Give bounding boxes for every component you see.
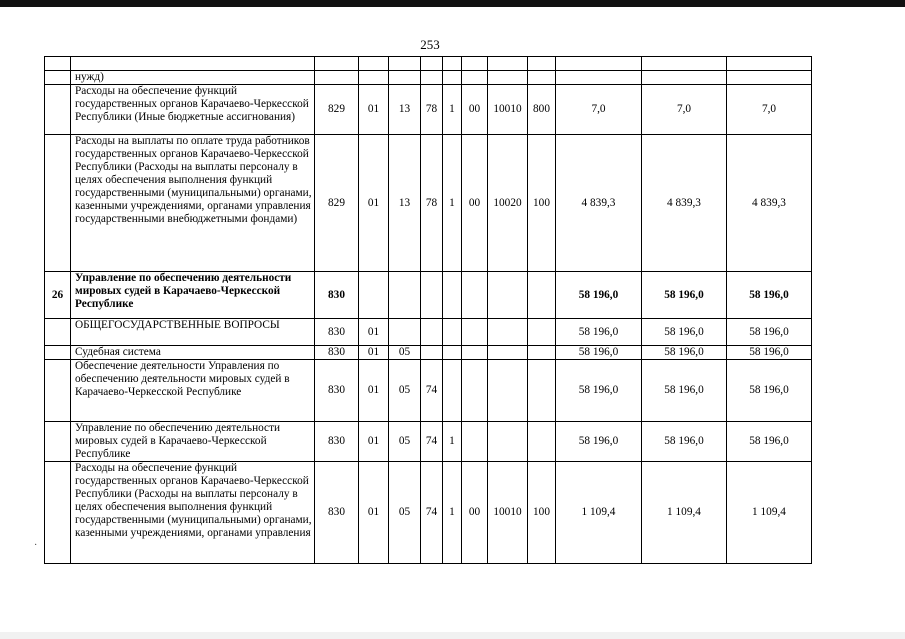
row-number-cell: 26 — [45, 272, 71, 319]
section-cell: 01 — [359, 360, 389, 422]
expense-code-cell — [488, 319, 528, 346]
expense-type-cell: 100 — [528, 135, 556, 272]
subsection-cell: 05 — [389, 346, 421, 360]
amount-year3-cell: 7,0 — [727, 85, 812, 135]
scan-top-edge — [0, 0, 905, 7]
expense-type-cell: 800 — [528, 85, 556, 135]
table-row — [45, 319, 812, 346]
amount-year3-cell: 58 196,0 — [727, 422, 812, 462]
program-cell — [421, 57, 443, 71]
expense-type-cell — [528, 360, 556, 422]
description-cell: ОБЩЕГОСУДАРСТВЕННЫЕ ВОПРОСЫ — [71, 319, 315, 346]
subprogram-cell — [443, 319, 462, 346]
grbs-cell: 830 — [315, 346, 359, 360]
amount-year1-cell — [556, 71, 642, 85]
row-number-cell — [45, 422, 71, 462]
expense-type-cell — [528, 319, 556, 346]
description-cell: нужд) — [71, 71, 315, 85]
scan-bottom-edge — [0, 632, 905, 639]
subsection-cell: 05 — [389, 360, 421, 422]
description-cell: Расходы на обеспечение функций государственных органов Карачаево-Черкесской Республики (Иные бюджетные ассигнования) — [71, 85, 315, 135]
amount-year2-cell: 58 196,0 — [642, 346, 727, 360]
table-row — [45, 71, 812, 85]
grbs-cell: 830 — [315, 422, 359, 462]
program-cell: 74 — [421, 360, 443, 422]
amount-year2-cell — [642, 57, 727, 71]
amount-year2-cell: 7,0 — [642, 85, 727, 135]
amount-year3-cell: 58 196,0 — [727, 272, 812, 319]
amount-year3-cell: 1 109,4 — [727, 462, 812, 564]
amount-year3-cell — [727, 71, 812, 85]
table-row — [45, 360, 812, 422]
direction-cell: 00 — [462, 462, 488, 564]
direction-cell — [462, 360, 488, 422]
subprogram-cell — [443, 57, 462, 71]
program-cell: 78 — [421, 85, 443, 135]
subprogram-cell — [443, 360, 462, 422]
direction-cell — [462, 272, 488, 319]
program-cell — [421, 71, 443, 85]
subsection-cell — [389, 272, 421, 319]
grbs-cell: 830 — [315, 319, 359, 346]
table-row — [45, 462, 812, 564]
subsection-cell — [389, 57, 421, 71]
program-cell: 78 — [421, 135, 443, 272]
subsection-cell: 13 — [389, 85, 421, 135]
description-cell — [71, 57, 315, 71]
section-cell: 01 — [359, 319, 389, 346]
page-number: 253 — [420, 37, 440, 52]
section-cell: 01 — [359, 85, 389, 135]
section-cell — [359, 57, 389, 71]
row-number-cell — [45, 57, 71, 71]
subprogram-cell: 1 — [443, 135, 462, 272]
row-number-cell — [45, 346, 71, 360]
grbs-cell — [315, 71, 359, 85]
amount-year2-cell: 58 196,0 — [642, 422, 727, 462]
amount-year1-cell: 58 196,0 — [556, 422, 642, 462]
subsection-cell — [389, 71, 421, 85]
table-row — [45, 422, 812, 462]
grbs-cell — [315, 57, 359, 71]
description-cell: Расходы на выплаты по оплате труда работников государственных органов Карачаево-Черкесской Республики (Расходы на выплаты персоналу в целях обеспечения выполнения функций государственными (муниципальными) органами, казенными учреждениями, органами управления государственными внебюджетными фондами) — [71, 135, 315, 272]
budget-table — [44, 56, 812, 564]
subprogram-cell: 1 — [443, 462, 462, 564]
amount-year1-cell: 58 196,0 — [556, 360, 642, 422]
direction-cell — [462, 319, 488, 346]
amount-year3-cell: 58 196,0 — [727, 346, 812, 360]
program-cell — [421, 272, 443, 319]
amount-year1-cell: 58 196,0 — [556, 272, 642, 319]
grbs-cell: 829 — [315, 85, 359, 135]
scan-mark: · — [34, 540, 38, 551]
table-row — [45, 346, 812, 360]
table-row — [45, 85, 812, 135]
subprogram-cell: 1 — [443, 85, 462, 135]
section-cell: 01 — [359, 462, 389, 564]
expense-code-cell — [488, 71, 528, 85]
grbs-cell: 830 — [315, 360, 359, 422]
direction-cell: 00 — [462, 85, 488, 135]
description-cell: Управление по обеспечению деятельности мировых судей в Карачаево-Черкесской Республике — [71, 272, 315, 319]
amount-year3-cell: 58 196,0 — [727, 319, 812, 346]
subsection-cell: 13 — [389, 135, 421, 272]
section-cell: 01 — [359, 422, 389, 462]
row-number-cell — [45, 135, 71, 272]
program-cell: 74 — [421, 422, 443, 462]
description-cell: Расходы на обеспечение функций государственных органов Карачаево-Черкесской Республики (Расходы на выплаты персоналу в целях обеспечения выполнения функций государственными (муниципальными) органами, казенными учреждениями, органами управления — [71, 462, 315, 564]
direction-cell — [462, 57, 488, 71]
program-cell: 74 — [421, 462, 443, 564]
table-row — [45, 57, 812, 71]
subprogram-cell — [443, 71, 462, 85]
row-number-cell — [45, 71, 71, 85]
expense-code-cell — [488, 422, 528, 462]
row-number-cell — [45, 319, 71, 346]
table-body — [45, 57, 812, 564]
description-cell: Управление по обеспечению деятельности мировых судей в Карачаево-Черкесской Республике — [71, 422, 315, 462]
amount-year1-cell — [556, 57, 642, 71]
section-cell: 01 — [359, 346, 389, 360]
expense-code-cell: 10020 — [488, 135, 528, 272]
expense-code-cell — [488, 272, 528, 319]
description-cell: Судебная система — [71, 346, 315, 360]
expense-code-cell — [488, 346, 528, 360]
grbs-cell: 829 — [315, 135, 359, 272]
amount-year1-cell: 58 196,0 — [556, 346, 642, 360]
grbs-cell: 830 — [315, 462, 359, 564]
expense-code-cell — [488, 57, 528, 71]
section-cell: 01 — [359, 135, 389, 272]
amount-year3-cell: 58 196,0 — [727, 360, 812, 422]
subprogram-cell: 1 — [443, 422, 462, 462]
amount-year3-cell: 4 839,3 — [727, 135, 812, 272]
amount-year2-cell: 58 196,0 — [642, 319, 727, 346]
amount-year1-cell: 1 109,4 — [556, 462, 642, 564]
table-row — [45, 135, 812, 272]
table-row — [45, 272, 812, 319]
expense-type-cell — [528, 272, 556, 319]
direction-cell: 00 — [462, 135, 488, 272]
amount-year1-cell: 58 196,0 — [556, 319, 642, 346]
description-cell: Обеспечение деятельности Управления по обеспечению деятельности мировых судей в Карачаево-Черкесской Республике — [71, 360, 315, 422]
section-cell — [359, 272, 389, 319]
expense-type-cell — [528, 71, 556, 85]
amount-year2-cell: 58 196,0 — [642, 360, 727, 422]
expense-type-cell — [528, 346, 556, 360]
section-cell — [359, 71, 389, 85]
direction-cell — [462, 71, 488, 85]
subprogram-cell — [443, 272, 462, 319]
expense-type-cell — [528, 422, 556, 462]
row-number-cell — [45, 462, 71, 564]
direction-cell — [462, 422, 488, 462]
amount-year1-cell: 4 839,3 — [556, 135, 642, 272]
program-cell — [421, 346, 443, 360]
amount-year3-cell — [727, 57, 812, 71]
amount-year1-cell: 7,0 — [556, 85, 642, 135]
subsection-cell: 05 — [389, 462, 421, 564]
subsection-cell: 05 — [389, 422, 421, 462]
amount-year2-cell: 58 196,0 — [642, 272, 727, 319]
expense-type-cell: 100 — [528, 462, 556, 564]
amount-year2-cell: 1 109,4 — [642, 462, 727, 564]
expense-type-cell — [528, 57, 556, 71]
amount-year2-cell — [642, 71, 727, 85]
row-number-cell — [45, 85, 71, 135]
grbs-cell: 830 — [315, 272, 359, 319]
expense-code-cell: 10010 — [488, 462, 528, 564]
row-number-cell — [45, 360, 71, 422]
subprogram-cell — [443, 346, 462, 360]
program-cell — [421, 319, 443, 346]
direction-cell — [462, 346, 488, 360]
expense-code-cell — [488, 360, 528, 422]
expense-code-cell: 10010 — [488, 85, 528, 135]
subsection-cell — [389, 319, 421, 346]
amount-year2-cell: 4 839,3 — [642, 135, 727, 272]
